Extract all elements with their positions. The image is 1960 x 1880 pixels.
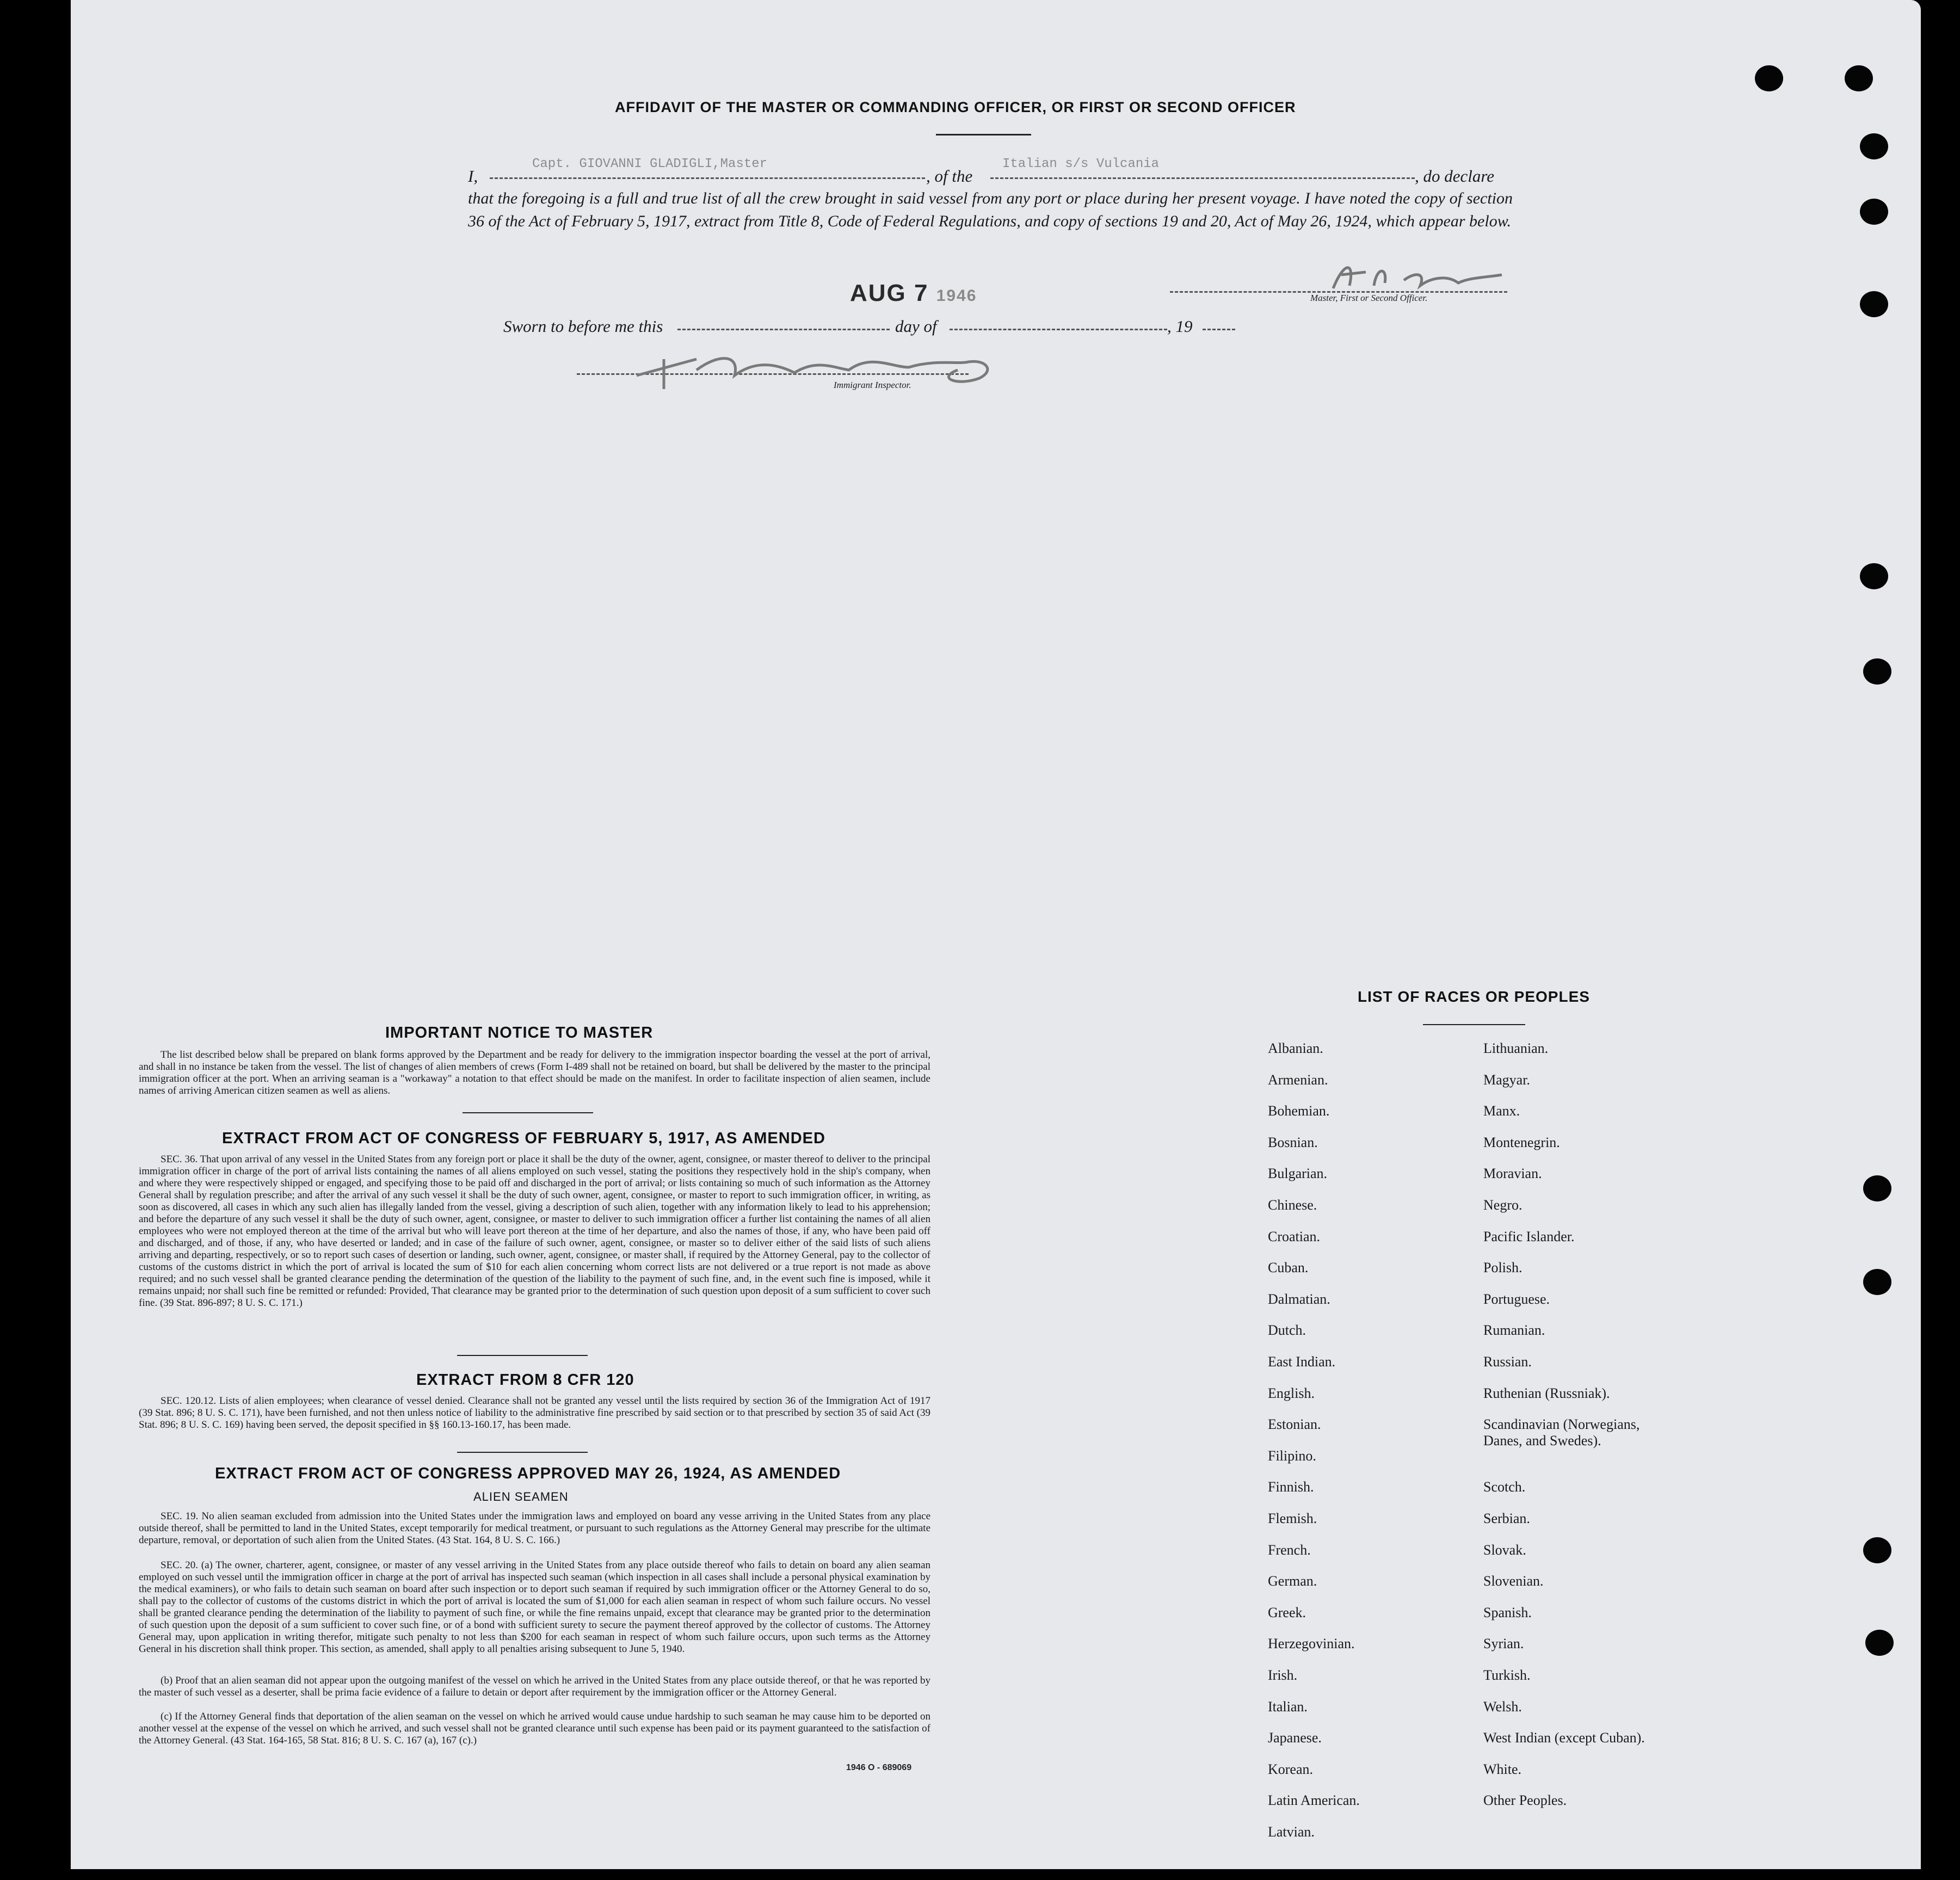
punch-hole-2	[1845, 65, 1873, 91]
race-item: Latin American.	[1268, 1792, 1360, 1809]
date-stamp	[850, 280, 977, 307]
punch-hole-10	[1863, 1537, 1891, 1563]
race-item: Other Peoples.	[1483, 1792, 1567, 1809]
race-item: French.	[1268, 1542, 1311, 1558]
punch-hole-5	[1860, 291, 1888, 317]
race-item: Flemish.	[1268, 1511, 1317, 1526]
race-item: Dutch.	[1268, 1322, 1306, 1339]
race-item: Pacific Islander.	[1483, 1228, 1575, 1244]
race-item: Slovak.	[1483, 1542, 1526, 1558]
race-item: Italian.	[1268, 1698, 1308, 1715]
race-item: Scandinavian (Norwegians, Danes, and Swedes).	[1483, 1416, 1640, 1449]
extract-1917-title: EXTRACT FROM ACT OF CONGRESS OF FEBRUARY 5, 1917, AS AMENDED	[222, 1130, 825, 1147]
race-item: English.	[1268, 1385, 1315, 1401]
extract-1924-sec20c: (c) If the Attorney General finds that deportation of the alien seaman on the vessel on which he arrived would cause undue hardship to such seaman he may cause him to be deported on another vessel at the expense of the vessel on which he arrived, and such vessel shall not be granted clearance until such expense has been paid or its payment guaranteed to the satisfaction of the Attorney General. (43 Stat. 164-165, 58 Stat. 816; 8 U. S. C. 167 (a), 167 (c).)	[139, 1711, 930, 1746]
race-item: Magyar.	[1483, 1071, 1530, 1088]
race-item: Slovenian.	[1483, 1573, 1544, 1589]
sworn-label: Sworn to before me this	[503, 317, 663, 336]
punch-hole-11	[1865, 1630, 1894, 1656]
race-item: West Indian (except Cuban).	[1483, 1730, 1645, 1746]
affidavit-i: I,	[468, 167, 478, 186]
race-item: Lithuanian.	[1483, 1040, 1549, 1056]
race-item: Japanese.	[1268, 1730, 1322, 1746]
notice-text: The list described below shall be prepared on blank forms approved by the Department and be ready for delivery to the immigration inspector boarding the vessel at the port of arrival, and shall in no instance be taken from the vessel. The list of changes of alien members of crews (Form I-489 shall not be retained on board, but shall be delivered by the master to the principal immigration officer at the port. When an arriving seaman is a "workaway" a notation to that effect should be made on the manifest. In order to facilitate inspection of alien seamen, include names of arriving American citizen seamen as well as aliens.	[139, 1049, 930, 1096]
race-item: Spanish.	[1483, 1604, 1532, 1620]
race-item: Syrian.	[1483, 1636, 1524, 1652]
vessel-name: Italian s/s Vulcania	[1002, 157, 1160, 171]
race-item: Bohemian.	[1268, 1103, 1330, 1119]
master-signature-label: Master, First or Second Officer.	[1310, 293, 1428, 303]
stamp-year: 1946	[936, 287, 977, 305]
race-item: Albanian.	[1268, 1040, 1323, 1056]
race-item: Irish.	[1268, 1667, 1298, 1683]
race-item: Herzegovinian.	[1268, 1636, 1355, 1652]
extract-cfr-title: EXTRACT FROM 8 CFR 120	[416, 1371, 634, 1389]
race-item: Chinese.	[1268, 1197, 1317, 1213]
punch-hole-7	[1863, 658, 1891, 685]
punch-hole-8	[1863, 1175, 1891, 1201]
punch-hole-4	[1860, 199, 1888, 225]
race-item: Scotch.	[1483, 1479, 1526, 1495]
race-item: Russian.	[1483, 1354, 1532, 1370]
title-rule	[936, 134, 1031, 135]
extract-1924-subtitle: ALIEN SEAMEN	[473, 1490, 569, 1503]
extract-1917-rule	[457, 1355, 588, 1356]
race-item: Rumanian.	[1483, 1322, 1545, 1339]
extract-1924-sec20a: SEC. 20. (a) The owner, charterer, agent, consignee, or master of any vessel arriving in the United States from any place outside thereof who fails to detain on board any alien seaman employed on such vessel until the immigration officer in charge at the port of arrival has inspected such seaman (which inspection in all cases shall include a personal physical examination by the medical examiners), or who fails to detain such seaman on board after such inspection or to deport such seaman if required by such immigration officer or the Attorney General to do so, shall pay to the collector of customs of the customs district in which the port of arrival is located the sum of $1,000 for each alien seaman in respect of whom such failure occurs. No vessel shall be granted clearance pending the determination of the liability to payment of such fine, or while the fine remains unpaid, except that clearance may be granted prior to the determination of such question upon the deposit of a sum sufficient to cover such fine, or of a bond with sufficient surety to secure the payment thereof approved by the collector of customs. The Attorney General may, upon application in writing therefor, mitigate such penalty to not less than $200 for each seaman in respect of whom such failure occurs, upon such terms as the Attorney General in his discretion shall think proper. This section, as amended, shall apply to all penalties arising subsequent to June 5, 1940.	[139, 1560, 930, 1655]
race-item: Bosnian.	[1268, 1134, 1318, 1150]
race-item: Croatian.	[1268, 1228, 1321, 1244]
race-item: Korean.	[1268, 1761, 1314, 1777]
race-item: Manx.	[1483, 1103, 1520, 1119]
race-item: Filipino.	[1268, 1447, 1316, 1464]
master-name-line	[490, 177, 925, 179]
extract-1924-sec20b: (b) Proof that an alien seaman did not appear upon the outgoing manifest of the vessel on which he arrived in the United States from any place outside thereof, or that he was reported by the master of such vessel as a deserter, shall be prima facie evidence of a failure to detain or deport after requirement by the immigration officer or the Attorney General.	[139, 1675, 930, 1698]
extract-cfr-text: SEC. 120.12. Lists of alien employees; when clearance of vessel denied. Clearance shall not be granted any vessel until the lists required by section 36 of the Immigration Act of 1917 (39 Stat. 896; 8 U. S. C. 171), have been furnished, and not then unless notice of liability to the administrative fine prescribed by said section or to that prescribed by section 35 of said Act (39 Stat. 896; 8 U. S. C. 169) having been served, the deposit specified in §§ 160.13-160.17, has been made.	[139, 1395, 930, 1431]
punch-hole-3	[1860, 133, 1888, 159]
sworn-month-line	[950, 329, 1167, 330]
races-title: LIST OF RACES OR PEOPLES	[1358, 988, 1590, 1005]
master-name: Capt. GIOVANNI GLADIGLI,Master	[532, 157, 768, 171]
race-item: Portuguese.	[1483, 1291, 1550, 1307]
race-item: Cuban.	[1268, 1260, 1309, 1276]
race-item: Negro.	[1483, 1197, 1523, 1213]
race-item: East Indian.	[1268, 1354, 1336, 1370]
year-prefix: , 19	[1167, 317, 1193, 336]
affidavit-body: that the foregoing is a full and true list of all the crew brought in said vessel from any port or place during her present voyage. I have noted the copy of section 36 of the Act of February 5, 1917, extract from Title 8, Code of Federal Regulations, and copy of sections 19 and 20, Act of May 26, 1924, which appear below.	[468, 189, 1513, 230]
inspector-signature	[631, 337, 1001, 392]
vessel-line	[990, 177, 1415, 179]
race-item: Welsh.	[1483, 1698, 1522, 1715]
print-code: 1946 O - 689069	[846, 1763, 912, 1772]
of-the-label: , of the	[926, 167, 973, 186]
inspector-signature-label: Immigrant Inspector.	[834, 380, 911, 390]
race-item: German.	[1268, 1573, 1317, 1589]
notice-title: IMPORTANT NOTICE TO MASTER	[385, 1024, 654, 1041]
do-declare-label: , do declare	[1415, 167, 1495, 186]
extract-1924-sec19: SEC. 19. No alien seaman excluded from admission into the United States under the immigration laws and employed on board any vesse arriving in the United States from any place outside thereof, shall be permitted to land in the United States, except temporarily for medical treatment, or pursuant to such regulations as the Attorney General may prescribe for the ultimate departure, removal, or deportation of such alien from the United States. (43 Stat. 164, 8 U. S. C. 166.)	[139, 1511, 930, 1546]
punch-hole-6	[1860, 563, 1888, 589]
race-item: Moravian.	[1483, 1166, 1542, 1182]
race-item: Armenian.	[1268, 1071, 1328, 1088]
punch-hole-1	[1755, 65, 1783, 91]
sworn-year-line	[1203, 329, 1235, 330]
race-item: Estonian.	[1268, 1416, 1321, 1433]
race-item: Turkish.	[1483, 1667, 1531, 1683]
extract-1924-title: EXTRACT FROM ACT OF CONGRESS APPROVED MAY 26, 1924, AS AMENDED	[215, 1465, 841, 1482]
extract-cfr-rule	[457, 1452, 588, 1453]
notice-rule	[463, 1112, 593, 1113]
affidavit-title: AFFIDAVIT OF THE MASTER OR COMMANDING OFFICER, OR FIRST OR SECOND OFFICER	[615, 99, 1296, 115]
race-item: White.	[1483, 1761, 1522, 1777]
punch-hole-9	[1863, 1269, 1891, 1295]
extract-1917-text: SEC. 36. That upon arrival of any vessel in the United States from any foreign port or place it shall be the duty of the owner, agent, consignee, or master thereof to deliver to the principal immigration officer in charge of the port of arrival lists containing the names of all aliens employed on such vessel, stating the positions they respectively hold in the ship's company, when and where they were respectively shipped or engaged, and specifying those to be paid off and discharged in the port of arrival; or lists containing so much of such information as the Attorney General shall by regulation prescribe; and after the arrival of any such vessel it shall be the duty of such owner, agent, consignee, or master to report to such immigration officer, in writing, as soon as discovered, all cases in which any such alien has illegally landed from the vessel, giving a description of such alien, together with any information likely to lead to his apprehension; and before the departure of any such vessel it shall be the duty of such owner, agent, consignee, or master to deliver to such immigration officer a further list containing the names of all alien employees who were not employed thereon at the time of the arrival but who will leave port thereon at the time of her departure, and also the names of those, if any, who have been paid off and discharged, and of those, if any, who have deserted or landed; and in case of the failure of such owner, agent, consignee, or master so to deliver either of the said lists of such aliens arriving and departing, respectively, or so to report such cases of desertion or landing, such owner, agent, consignee, or master shall, if required by the Attorney General, pay to the collector of customs of the customs district in which the port of arrival is located the sum of $10 for each alien concerning whom correct lists are not delivered or a true report is not made as above required; and no such vessel shall be granted clearance pending the determination of the question of the liability to the payment of such fine, and, in the event such fine is imposed, while it remains unpaid; nor shall such fine be remitted or refunded: Provided, That clearance may be granted prior to the determination of such question upon deposit of a sum sufficient to cover such fine. (39 Stat. 896-897; 8 U. S. C. 171.)	[139, 1154, 930, 1309]
race-item: Latvian.	[1268, 1824, 1315, 1840]
race-item: Greek.	[1268, 1604, 1306, 1620]
race-item: Polish.	[1483, 1260, 1523, 1276]
race-item: Finnish.	[1268, 1479, 1314, 1495]
races-rule	[1423, 1024, 1525, 1025]
race-item: Dalmatian.	[1268, 1291, 1330, 1307]
race-item: Bulgarian.	[1268, 1166, 1328, 1182]
sworn-day-line	[677, 329, 890, 330]
stamp-date: AUG 7	[850, 280, 929, 306]
race-item: Montenegrin.	[1483, 1134, 1560, 1150]
race-item: Ruthenian (Russniak).	[1483, 1385, 1610, 1401]
race-item: Serbian.	[1483, 1511, 1530, 1526]
day-of-label: day of	[895, 317, 937, 336]
